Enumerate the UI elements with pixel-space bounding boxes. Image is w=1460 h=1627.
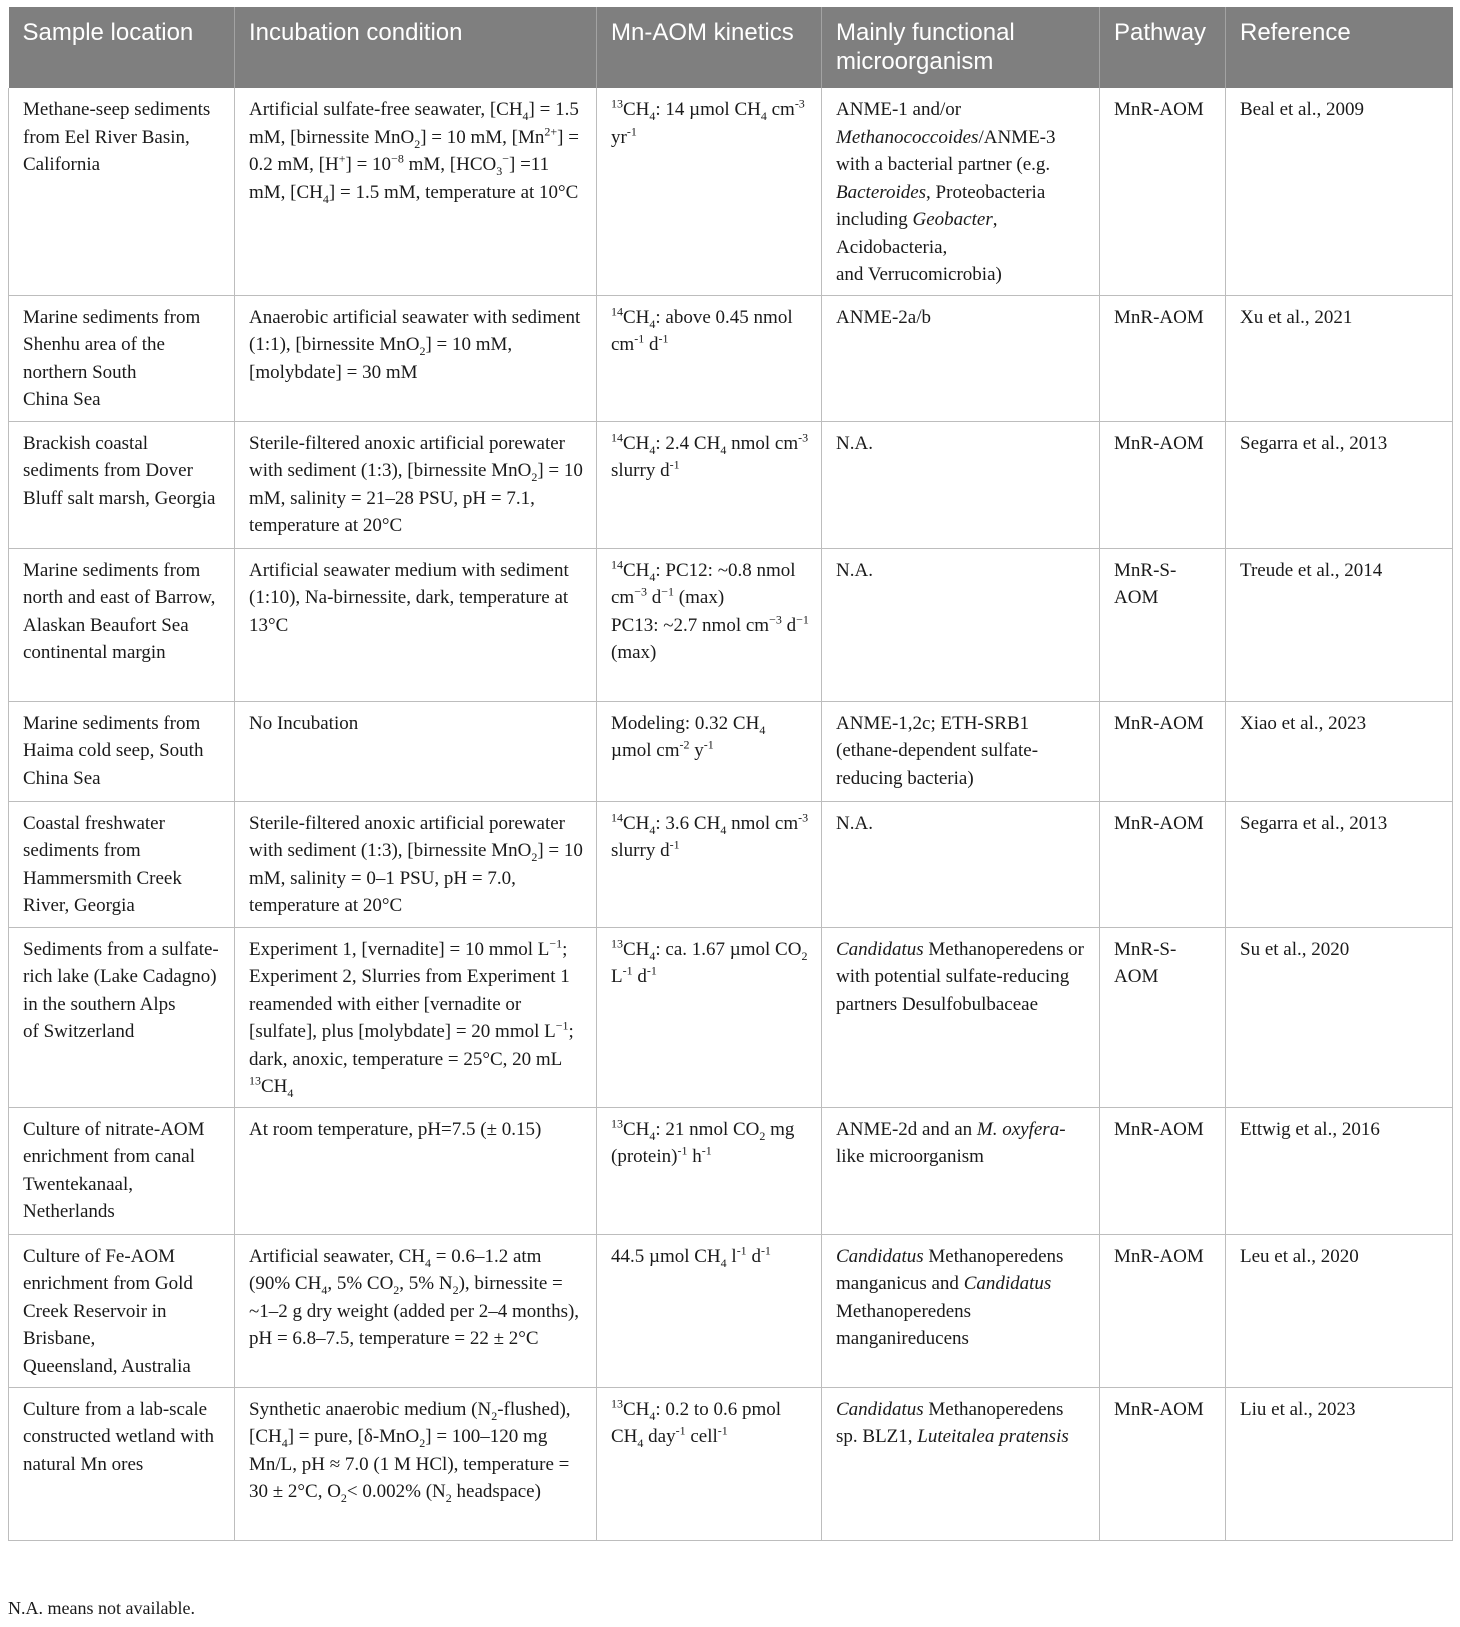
- sample-location-cell: Marine sediments from Shenhu area of the northern South China Sea: [9, 295, 235, 421]
- microorganism-cell: Candidatus Methanoperedens manganicus and Candidatus Methanoperedens manganireducens: [822, 1234, 1100, 1387]
- footnote: N.A. means not available.: [8, 1598, 195, 1618]
- sample-location-cell: Culture of nitrate-AOM enrichment from canal Twentekanaal, Netherlands: [9, 1107, 235, 1234]
- incubation-condition-cell: Synthetic anaerobic medium $(N_2-flushed)$, $[CH_4]$ = pure, [δ-MnO$_2$] = 100–120 mg Mn/L, pH ≈ 7.0 (1 M HCl), temperature = 30 ± 2°C, $O_2< 0.002\%$ ($N_2$ headspace): [235, 1387, 597, 1540]
- kinetics-cell: Modeling: 0.32 $CH_4$ µmol $cm^{-2}$ $y^{-1}$: [597, 701, 822, 801]
- reference-link[interactable]: Leu et al., 2020: [1226, 1234, 1453, 1387]
- pathway-cell: MnR-AOM: [1100, 701, 1226, 801]
- microorganism-cell: ANME-2d and an M. oxyfera-like microorganism: [822, 1107, 1100, 1234]
- kinetics-cell: $^{13}CH_4$: 14 µmol $CH_4$ $cm^{-3}$ $yr^{-1}$: [597, 88, 822, 295]
- microorganism-cell: ANME-1,2c; ETH-SRB1 (ethane-dependent sulfate-reducing bacteria): [822, 701, 1100, 801]
- sample-location-cell: Culture of Fe-AOM enrichment from Gold Creek Reservoir in Brisbane, Queensland, Australia: [9, 1234, 235, 1387]
- incubation-condition-cell: Anaerobic artificial seawater with sediment (1:1), [birnessite MnO$_2$] = 10 mM, [molybdate] = 30 mM: [235, 295, 597, 421]
- microorganism-cell: N.A.: [822, 548, 1100, 701]
- incubation-condition-cell: Artificial sulfate-free seawater, $[CH_4] = 1.5$ mM, [birnessite MnO$_2$] = 10 mM, $[Mn^{2+}] = 0.2$ mM, $[H^+] = 10^{-8}$ mM, $[HCO_3^-] =11$ mM, $[CH_4] = 1.5$ mM, temperature at 10°C: [235, 88, 597, 295]
- pathway-cell: MnR-AOM: [1100, 421, 1226, 548]
- header-row: [9, 7, 1453, 88]
- sample-location-cell: Sediments from a sulfate-rich lake (Lake Cadagno) in the southern Alps of Switzerland: [9, 927, 235, 1107]
- microorganism-cell: ANME-1 and/or Methanococcoides/ANME-3 with a bacterial partner (e.g. Bacteroides, Proteobacteria including Geobacter, Acidobacteria, and Verrucomicrobia): [822, 88, 1100, 295]
- reference-link[interactable]: Beal et al., 2009: [1226, 88, 1453, 295]
- header-incubation-condition: Incubation condition: [235, 7, 597, 88]
- incubation-condition-cell: Experiment 1, [vernadite] = 10 mmol $L^{-1}$; Experiment 2, Slurries from Experiment 1 reamended with either [vernadite or [sulfate], plus [molybdate] = 20 mmol $L^{-1}$; dark, anoxic, temperature = 25°C, 20 mL $^{13}CH_4$: [235, 927, 597, 1107]
- mn-aom-table: [8, 7, 1453, 1541]
- incubation-condition-cell: Artificial seawater medium with sediment (1:10), Na-birnessite, dark, temperature at 13°C: [235, 548, 597, 701]
- table-row: [9, 801, 1453, 927]
- sample-location-cell: Marine sediments from Haima cold seep, South China Sea: [9, 701, 235, 801]
- table-body: [9, 88, 1453, 1540]
- reference-link[interactable]: Xiao et al., 2023: [1226, 701, 1453, 801]
- table-row: [9, 88, 1453, 295]
- table-row: [9, 548, 1453, 701]
- reference-link[interactable]: Treude et al., 2014: [1226, 548, 1453, 701]
- kinetics-cell: $^{13}CH_4$: ca. 1.67 µmol $CO_2$ $L^{-1}$ $d^{-1}$: [597, 927, 822, 1107]
- header-mn-aom-kinetics: Mn-AOM kinetics: [597, 7, 822, 88]
- table-row: [9, 1234, 1453, 1387]
- table-row: [9, 295, 1453, 421]
- table-row: [9, 927, 1453, 1107]
- reference-link[interactable]: Liu et al., 2023: [1226, 1387, 1453, 1540]
- kinetics-cell: $^{14}CH_4$: 3.6 $CH_4$ nmol $cm^{-3}$ slurry $d^{-1}$: [597, 801, 822, 927]
- header-sample-location: Sample location: [9, 7, 235, 88]
- kinetics-cell: $^{13}CH_4$: 21 nmol $CO_2$ mg (protein)$^{-1}$ $h^{-1}$: [597, 1107, 822, 1234]
- kinetics-cell: 44.5 µmol $CH_4$ $l^{-1}$ $d^{-1}$: [597, 1234, 822, 1387]
- reference-link[interactable]: Su et al., 2020: [1226, 927, 1453, 1107]
- sample-location-cell: Culture from a lab-scale constructed wetland with natural Mn ores: [9, 1387, 235, 1540]
- reference-link[interactable]: Segarra et al., 2013: [1226, 801, 1453, 927]
- microorganism-cell: N.A.: [822, 801, 1100, 927]
- table-container: [8, 7, 1452, 1541]
- table-row: [9, 701, 1453, 801]
- table-row: [9, 421, 1453, 548]
- kinetics-cell: $^{14}CH_4$: above 0.45 nmol $cm^{-1}$ $d^{-1}$: [597, 295, 822, 421]
- incubation-condition-cell: No Incubation: [235, 701, 597, 801]
- pathway-cell: MnR-S-AOM: [1100, 548, 1226, 701]
- header-functional-microorganism: Mainly functional microorganism: [822, 7, 1100, 88]
- sample-location-cell: Coastal freshwater sediments from Hammersmith Creek River, Georgia: [9, 801, 235, 927]
- table-row: [9, 1387, 1453, 1540]
- pathway-cell: MnR-S-AOM: [1100, 927, 1226, 1107]
- microorganism-cell: Candidatus Methanoperedens sp. BLZ1, Luteitalea pratensis: [822, 1387, 1100, 1540]
- kinetics-cell: $^{14}CH_4$: PC12: ~0.8 nmol $cm^{-3}$ $d^{-1}$ (max) PC13: ~2.7 nmol $cm^{-3}$ $d^{-1}$ (max): [597, 548, 822, 701]
- microorganism-cell: ANME-2a/b: [822, 295, 1100, 421]
- header-reference: Reference: [1226, 7, 1453, 88]
- incubation-condition-cell: Artificial seawater, $CH_4 = 0.6-1.2$ atm (90% $CH_4$, 5% $CO_2$, 5% $N_2$), birnessite = ~1–2 g dry weight (added per 2–4 months), pH = 6.8–7.5, temperature = 22 ± 2°C: [235, 1234, 597, 1387]
- header-pathway: Pathway: [1100, 7, 1226, 88]
- pathway-cell: MnR-AOM: [1100, 88, 1226, 295]
- incubation-condition-cell: Sterile-filtered anoxic artificial porewater with sediment (1:3), [birnessite MnO$_2$] = 10 mM, salinity = 0–1 PSU, pH = 7.0, temperature at 20°C: [235, 801, 597, 927]
- pathway-cell: MnR-AOM: [1100, 1107, 1226, 1234]
- kinetics-cell: $^{13}CH_4$: 0.2 to 0.6 pmol $CH_4$ day$^{-1}$ cell$^{-1}$: [597, 1387, 822, 1540]
- sample-location-cell: Marine sediments from north and east of Barrow, Alaskan Beaufort Sea continental margin: [9, 548, 235, 701]
- reference-link[interactable]: Xu et al., 2021: [1226, 295, 1453, 421]
- microorganism-cell: Candidatus Methanoperedens or with potential sulfate-reducing partners Desulfobulbaceae: [822, 927, 1100, 1107]
- kinetics-cell: $^{14}CH_4$: 2.4 $CH_4$ nmol $cm^{-3}$ slurry $d^{-1}$: [597, 421, 822, 548]
- sample-location-cell: Brackish coastal sediments from Dover Bluff salt marsh, Georgia: [9, 421, 235, 548]
- sample-location-cell: Methane-seep sediments from Eel River Basin, California: [9, 88, 235, 295]
- pathway-cell: MnR-AOM: [1100, 801, 1226, 927]
- incubation-condition-cell: Sterile-filtered anoxic artificial porewater with sediment (1:3), [birnessite MnO$_2$] = 10 mM, salinity = 21–28 PSU, pH = 7.1, temperature at 20°C: [235, 421, 597, 548]
- microorganism-cell: N.A.: [822, 421, 1100, 548]
- pathway-cell: MnR-AOM: [1100, 295, 1226, 421]
- table-row: [9, 1107, 1453, 1234]
- pathway-cell: MnR-AOM: [1100, 1387, 1226, 1540]
- reference-link[interactable]: Segarra et al., 2013: [1226, 421, 1453, 548]
- pathway-cell: MnR-AOM: [1100, 1234, 1226, 1387]
- reference-link[interactable]: Ettwig et al., 2016: [1226, 1107, 1453, 1234]
- incubation-condition-cell: At room temperature, pH=7.5 (± 0.15): [235, 1107, 597, 1234]
